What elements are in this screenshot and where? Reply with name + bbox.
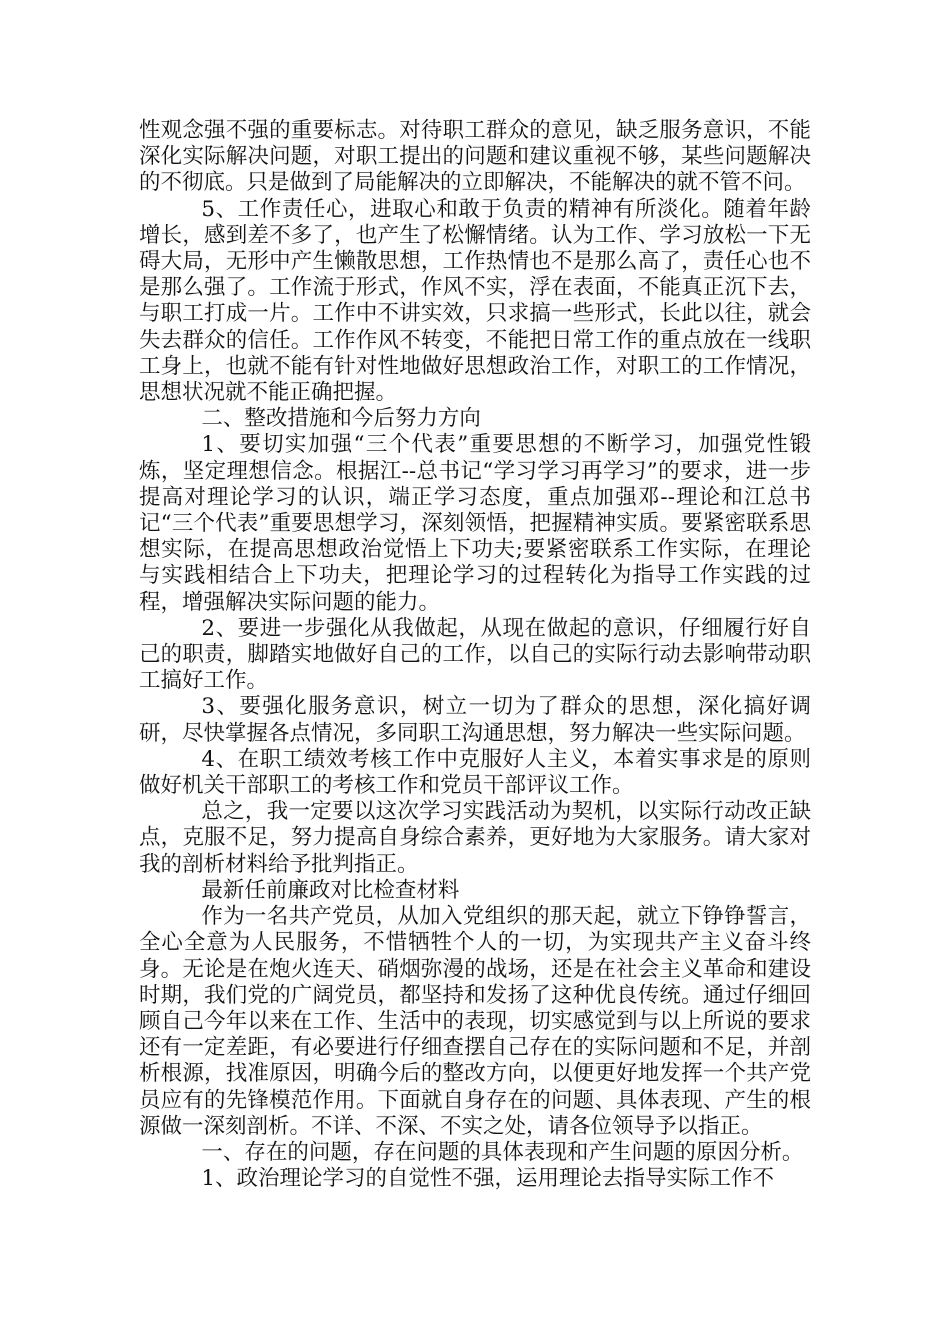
paragraph-continued: 性观念强不强的重要标志。对待职工群众的意见，缺乏服务意识，不能深化实际解决问题，对职工提出的问题和建议重视不够，某些问题解决的不彻底。只是做到了局能解决的立即解决，不能解决的就不管不问。 — [139, 118, 811, 196]
paragraph-measure-3: 3、要强化服务意识，树立一切为了群众的思想，深化搞好调研，尽快掌握各点情况，多同职工沟通思想，努力解决一些实际问题。 — [139, 694, 811, 746]
paragraph-conclusion: 总之，我一定要以这次学习实践活动为契机，以实际行动改正缺点，克服不足，努力提高自身综合素养，更好地为大家服务。请大家对我的剖析材料给予批判指正。 — [139, 799, 811, 877]
section-heading-rectification: 二、整改措施和今后努力方向 — [201, 406, 481, 432]
section-heading-problems: 一、存在的问题，存在问题的具体表现和产生问题的原因分析。 — [201, 1139, 804, 1165]
paragraph-measure-4: 4、在职工绩效考核工作中克服好人主义，本着实事求是的原则做好机关干部职工的考核工作和党员干部评议工作。 — [139, 746, 811, 799]
paragraph-measure-1: 1、要切实加强“三个代表”重要思想的不断学习，加强党性锻炼，坚定理想信念。根据江--总书记“学习学习再学习”的要求，进一步提高对理论学习的认识，端正学习态度，重点加强邓--理论和江总书记“三个代表”重要思想学习，深刻领悟，把握精神实质。要紧密联系思想实际，在提高思想政治觉悟上下功夫;要紧密联系工作实际，在理论与实践相结合上下功夫，把理论学习的过程转化为指导工作实践的过程，增强解决实际问题的能力。 — [139, 432, 811, 615]
document-subtitle: 最新任前廉政对比检查材料 — [201, 877, 460, 903]
paragraph-measure-2: 2、要进一步强化从我做起，从现在做起的意识，仔细履行好自己的职责，脚踏实地做好自己的工作，以自己的实际行动去影响带动职工搞好工作。 — [139, 615, 811, 694]
document-body — [139, 118, 811, 1192]
paragraph-item-5: 5、工作责任心，进取心和敢于负责的精神有所淡化。随着年龄增长，感到差不多了，也产生了松懈情绪。认为工作、学习放松一下无碍大局，无形中产生懒散思想，工作热情也不是那么高了，责任心也不是那么强了。工作流于形式，作风不实，浮在表面，不能真正沉下去，与职工打成一片。工作中不讲实效，只求搞一些形式，长此以往，就会失去群众的信任。工作作风不转变，不能把日常工作的重点放在一线职工身上，也就不能有针对性地做好思想政治工作，对职工的工作情况，思想状况就不能正确把握。 — [139, 196, 811, 406]
paragraph-introduction: 作为一名共产党员，从加入党组织的那天起，就立下铮铮誓言，全心全意为人民服务，不惜牺牲个人的一切，为实现共产主义奋斗终身。无论是在炮火连天、硝烟弥漫的战场，还是在社会主义革命和建设时期，我们党的广阔党员，都坚持和发扬了这种优良传统。通过仔细回顾自己今年以来在工作、生活中的表现，切实感觉到与以上所说的要求还有一定差距，有必要进行仔细查摆自己存在的实际问题和不足，并剖析根源，找准原因，明确今后的整改方向，以便更好地发挥一个共产党员应有的先锋模范作用。下面就自身存在的问题、具体表现、产生的根源做一深刻剖析。不详、不深、不实之处，请各位领导予以指正。 — [139, 904, 811, 1139]
paragraph-problem-1: 1、政治理论学习的自觉性不强，运用理论去指导实际工作不 — [201, 1166, 775, 1192]
